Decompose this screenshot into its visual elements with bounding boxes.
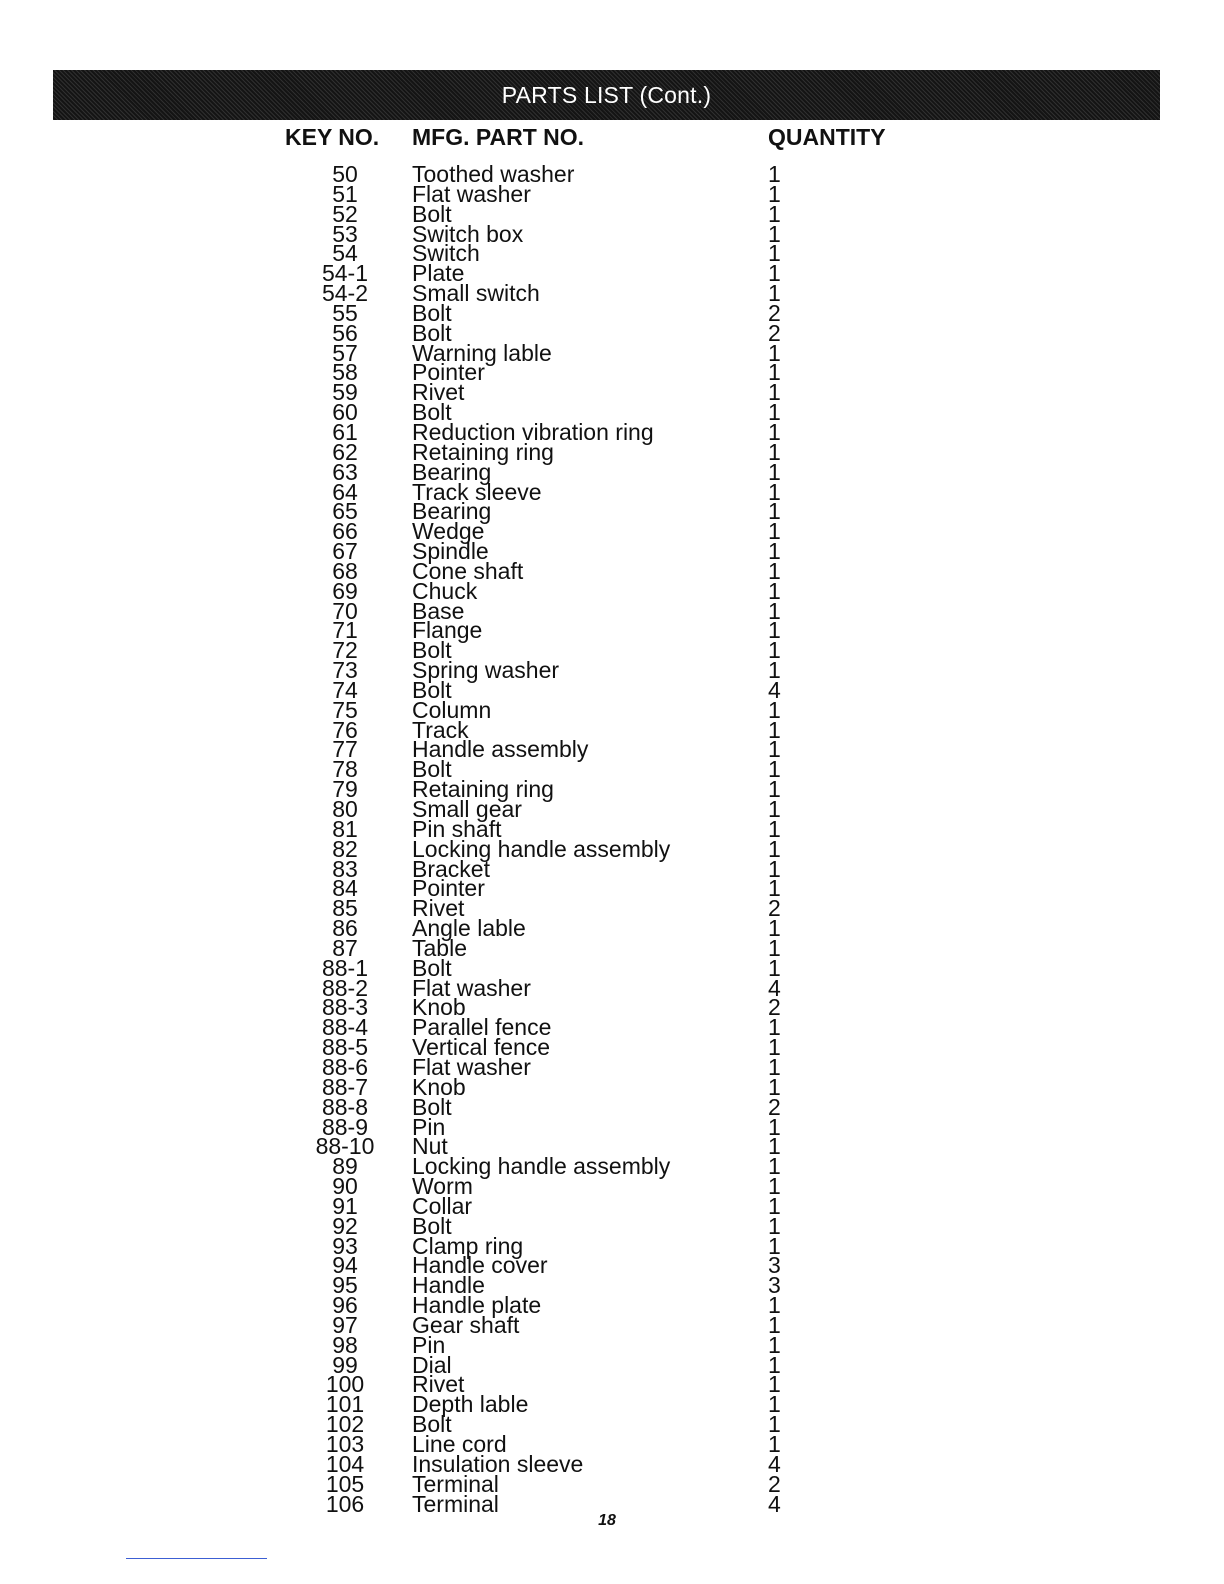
key-number: 91: [332, 1192, 358, 1219]
table-row: [0, 438, 1224, 465]
table-row: [0, 1470, 1224, 1497]
part-quantity: 1: [768, 161, 781, 187]
table-row: [0, 458, 1224, 485]
part-description: Pin: [412, 1113, 446, 1140]
key-number: 88-9: [321, 1113, 369, 1140]
part-quantity: 1: [768, 438, 781, 465]
part-description: Bolt: [412, 954, 452, 981]
part-description: Bolt: [412, 756, 452, 783]
part-description: Bolt: [412, 676, 452, 703]
part-quantity: 1: [768, 339, 781, 366]
key-number: 88-8: [321, 1093, 369, 1120]
part-quantity: 1: [768, 1311, 781, 1338]
table-row: [0, 994, 1224, 1021]
key-number: 98: [332, 1331, 358, 1358]
part-description: Bracket: [412, 855, 490, 882]
part-quantity: 2: [768, 895, 781, 922]
part-quantity: 1: [768, 478, 781, 505]
part-description: Locking handle assembly: [412, 1153, 671, 1180]
part-description: Handle cover: [412, 1252, 548, 1279]
part-description: Retaining ring: [412, 776, 554, 803]
key-number: 71: [332, 617, 358, 644]
part-quantity: 1: [768, 796, 781, 822]
table-row: [0, 518, 1224, 545]
column-header-key-no: KEY NO.: [285, 124, 380, 150]
part-description: Depth lable: [412, 1391, 529, 1418]
key-number: 53: [332, 220, 358, 247]
part-quantity: 4: [768, 974, 781, 1001]
part-description: Knob: [412, 1073, 466, 1100]
table-row: [0, 299, 1224, 326]
table-row: [0, 637, 1224, 664]
key-number: 54: [332, 240, 358, 267]
part-quantity: 1: [768, 736, 781, 763]
table-row: [0, 339, 1224, 366]
part-quantity: 1: [768, 1073, 781, 1100]
part-description: Flat washer: [412, 1053, 531, 1080]
key-number: 77: [332, 736, 358, 763]
table-row: [0, 1272, 1224, 1299]
key-number: 105: [325, 1470, 365, 1497]
part-quantity: 1: [768, 1034, 781, 1061]
table-row: [0, 1053, 1224, 1080]
key-number: 81: [332, 815, 358, 842]
part-description: Pin: [412, 1331, 446, 1358]
table-row: [0, 1331, 1224, 1358]
part-quantity: 1: [768, 1391, 781, 1418]
part-quantity: 1: [768, 1153, 781, 1180]
key-number: 63: [332, 458, 358, 485]
part-quantity: 1: [768, 1014, 781, 1041]
part-quantity: 4: [768, 1450, 781, 1477]
part-description: Bolt: [412, 200, 452, 227]
key-number: 85: [332, 895, 358, 922]
part-description: Flat washer: [412, 974, 531, 1001]
key-number: 95: [332, 1272, 358, 1299]
part-quantity: 1: [768, 200, 781, 227]
part-description: Bolt: [412, 399, 452, 426]
part-quantity: 1: [768, 1133, 781, 1160]
key-number: 57: [332, 339, 358, 366]
table-row: [0, 895, 1224, 922]
part-description: Rivet: [412, 1371, 465, 1398]
part-quantity: 1: [768, 1371, 781, 1398]
part-description: Rivet: [412, 895, 465, 922]
part-quantity: 1: [768, 538, 781, 565]
key-number: 88-1: [321, 954, 369, 981]
part-quantity: 2: [768, 319, 781, 346]
part-quantity: 1: [768, 359, 781, 386]
key-number: 84: [332, 875, 358, 902]
table-row: [0, 379, 1224, 406]
key-number: 106: [325, 1490, 365, 1517]
part-quantity: 1: [768, 756, 781, 783]
key-number: 51: [332, 180, 358, 207]
part-quantity: 1: [768, 518, 781, 545]
key-number: 67: [332, 538, 358, 565]
part-quantity: 1: [768, 1431, 781, 1457]
part-quantity: 1: [768, 637, 781, 664]
key-number: 55: [332, 299, 358, 326]
table-row: [0, 855, 1224, 882]
part-description: Terminal: [412, 1470, 499, 1497]
table-row: [0, 756, 1224, 783]
part-description: Spindle: [412, 538, 489, 565]
key-number: 64: [332, 478, 358, 505]
part-description: Bolt: [412, 319, 452, 346]
table-row: [0, 498, 1224, 525]
part-quantity: 1: [768, 1292, 781, 1319]
key-number: 70: [332, 597, 358, 624]
key-number: 89: [332, 1153, 358, 1180]
table-row: [0, 617, 1224, 644]
part-description: Table: [412, 934, 467, 961]
table-row: [0, 915, 1224, 942]
key-number: 61: [332, 418, 358, 445]
part-quantity: 1: [768, 934, 781, 961]
table-row: [0, 1232, 1224, 1259]
key-number: 104: [325, 1450, 365, 1477]
footer-divider: [126, 1558, 267, 1559]
table-row: [0, 260, 1224, 287]
part-quantity: 1: [768, 835, 781, 862]
part-description: Pointer: [412, 359, 485, 386]
key-number: 74: [332, 676, 358, 703]
part-description: Flange: [412, 617, 483, 644]
part-quantity: 1: [768, 1113, 781, 1140]
table-row: [0, 478, 1224, 505]
table-row: [0, 577, 1224, 604]
table-row: [0, 200, 1224, 227]
part-quantity: 1: [768, 1411, 781, 1438]
key-number: 80: [332, 796, 358, 822]
part-description: Column: [412, 696, 492, 723]
part-description: Terminal: [412, 1490, 499, 1517]
part-quantity: 1: [768, 716, 781, 743]
table-row: [0, 1371, 1224, 1398]
part-description: Handle assembly: [412, 736, 589, 763]
part-description: Bolt: [412, 1411, 452, 1438]
part-description: Handle plate: [412, 1292, 542, 1319]
part-description: Clamp ring: [412, 1232, 524, 1259]
part-description: Bolt: [412, 299, 452, 326]
part-description: Bearing: [412, 498, 492, 525]
part-quantity: 1: [768, 180, 781, 207]
key-number: 103: [325, 1431, 365, 1457]
part-description: Plate: [412, 260, 465, 287]
part-description: Bolt: [412, 1212, 452, 1239]
table-row: [0, 1431, 1224, 1457]
part-quantity: 1: [768, 1212, 781, 1239]
part-quantity: 1: [768, 260, 781, 287]
part-quantity: 4: [768, 1490, 781, 1517]
key-number: 72: [332, 637, 358, 664]
part-quantity: 2: [768, 1093, 781, 1120]
part-quantity: 1: [768, 1173, 781, 1200]
part-description: Small gear: [412, 796, 522, 822]
key-number: 76: [332, 716, 358, 743]
table-row: [0, 696, 1224, 723]
part-description: Knob: [412, 994, 466, 1021]
column-header-mfg-part-no: MFG. PART NO.: [412, 124, 585, 150]
part-quantity: 1: [768, 280, 781, 307]
key-number: 54-1: [321, 260, 369, 287]
part-quantity: 1: [768, 220, 781, 247]
part-description: Wedge: [412, 518, 485, 545]
part-description: Spring washer: [412, 657, 560, 684]
part-quantity: 1: [768, 240, 781, 267]
key-number: 88-5: [321, 1034, 369, 1061]
table-row: [0, 220, 1224, 247]
key-number: 88-6: [321, 1053, 369, 1080]
part-description: Bearing: [412, 458, 492, 485]
table-row: [0, 597, 1224, 624]
part-description: Retaining ring: [412, 438, 554, 465]
part-description: Worm: [412, 1173, 473, 1200]
table-row: [0, 676, 1224, 703]
part-description: Warning lable: [412, 339, 552, 366]
key-number: 101: [325, 1391, 365, 1418]
table-row: [0, 1411, 1224, 1438]
part-description: Cone shaft: [412, 557, 524, 584]
key-number: 65: [332, 498, 358, 525]
key-number: 90: [332, 1173, 358, 1200]
key-number: 62: [332, 438, 358, 465]
part-quantity: 1: [768, 498, 781, 525]
key-number: 92: [332, 1212, 358, 1239]
part-quantity: 4: [768, 676, 781, 703]
key-number: 68: [332, 557, 358, 584]
part-description: Pointer: [412, 875, 485, 902]
part-quantity: 1: [768, 458, 781, 485]
part-quantity: 1: [768, 1351, 781, 1378]
part-quantity: 1: [768, 1331, 781, 1358]
key-number: 60: [332, 399, 358, 426]
part-quantity: 1: [768, 1053, 781, 1080]
part-quantity: 1: [768, 696, 781, 723]
part-quantity: 2: [768, 1470, 781, 1497]
table-row: [0, 1450, 1224, 1477]
part-quantity: 1: [768, 399, 781, 426]
part-description: Collar: [412, 1192, 473, 1219]
part-description: Bolt: [412, 637, 452, 664]
part-quantity: 1: [768, 418, 781, 445]
parts-table-body: [0, 161, 1224, 1517]
key-number: 88-7: [321, 1073, 369, 1100]
key-number: 94: [332, 1252, 358, 1279]
part-quantity: 1: [768, 577, 781, 604]
key-number: 93: [332, 1232, 358, 1259]
part-description: Switch: [412, 240, 480, 267]
part-description: Gear shaft: [412, 1311, 520, 1338]
part-quantity: 1: [768, 657, 781, 684]
part-quantity: 1: [768, 617, 781, 644]
part-description: Flat washer: [412, 180, 531, 207]
part-description: Track: [412, 716, 469, 743]
key-number: 88-2: [321, 974, 369, 1001]
key-number: 75: [332, 696, 358, 723]
page-number: 18: [598, 1512, 616, 1529]
part-description: Nut: [412, 1133, 448, 1160]
key-number: 100: [325, 1371, 365, 1398]
table-row: [0, 1212, 1224, 1239]
table-row: [0, 796, 1224, 822]
table-row: [0, 835, 1224, 862]
table-row: [0, 1153, 1224, 1180]
part-quantity: 1: [768, 1192, 781, 1219]
key-number: 78: [332, 756, 358, 783]
part-description: Toothed washer: [412, 161, 575, 187]
key-number: 88-3: [321, 994, 369, 1021]
key-number: 79: [332, 776, 358, 803]
key-number: 50: [332, 161, 358, 187]
table-row: [0, 657, 1224, 684]
table-row: [0, 557, 1224, 584]
part-description: Vertical fence: [412, 1034, 551, 1061]
table-row: [0, 954, 1224, 981]
section-banner: [53, 70, 1160, 120]
part-quantity: 1: [768, 1232, 781, 1259]
part-description: Insulation sleeve: [412, 1450, 584, 1477]
table-row: [0, 776, 1224, 803]
key-number: 88-10: [315, 1133, 375, 1160]
part-description: Rivet: [412, 379, 465, 406]
part-description: Chuck: [412, 577, 478, 604]
part-quantity: 1: [768, 597, 781, 624]
part-quantity: 1: [768, 875, 781, 902]
part-description: Switch box: [412, 220, 524, 247]
parts-table-header: [0, 122, 1224, 156]
part-description: Dial: [412, 1351, 452, 1378]
part-description: Track sleeve: [412, 478, 542, 505]
table-row: [0, 240, 1224, 267]
table-row: [0, 1351, 1224, 1378]
part-description: Pin shaft: [412, 815, 502, 842]
table-row: [0, 161, 1224, 187]
part-quantity: 1: [768, 954, 781, 981]
part-description: Handle: [412, 1272, 485, 1299]
table-row: [0, 319, 1224, 346]
table-row: [0, 1113, 1224, 1140]
table-row: [0, 1192, 1224, 1219]
table-row: [0, 974, 1224, 1001]
part-quantity: 2: [768, 299, 781, 326]
table-row: [0, 1292, 1224, 1319]
table-row: [0, 1093, 1224, 1120]
key-number: 97: [332, 1311, 358, 1338]
table-row: [0, 1311, 1224, 1338]
column-header-quantity: QUANTITY: [768, 124, 886, 150]
part-description: Bolt: [412, 1093, 452, 1120]
key-number: 66: [332, 518, 358, 545]
table-row: [0, 934, 1224, 961]
part-quantity: 1: [768, 379, 781, 406]
part-description: Small switch: [412, 280, 540, 307]
key-number: 58: [332, 359, 358, 386]
part-description: Reduction vibration ring: [412, 418, 654, 445]
table-row: [0, 538, 1224, 565]
table-row: [0, 1014, 1224, 1041]
key-number: 54-2: [321, 280, 369, 307]
table-row: [0, 359, 1224, 386]
key-number: 56: [332, 319, 358, 346]
table-row: [0, 418, 1224, 445]
table-row: [0, 1252, 1224, 1279]
key-number: 87: [332, 934, 358, 961]
section-title: PARTS LIST (Cont.): [501, 81, 712, 108]
part-quantity: 1: [768, 557, 781, 584]
table-row: [0, 1034, 1224, 1061]
key-number: 59: [332, 379, 358, 406]
part-description: Parallel fence: [412, 1014, 552, 1041]
part-quantity: 2: [768, 994, 781, 1021]
part-quantity: 3: [768, 1272, 781, 1299]
table-row: [0, 736, 1224, 763]
key-number: 73: [332, 657, 358, 684]
part-description: Line cord: [412, 1431, 507, 1457]
key-number: 82: [332, 835, 358, 862]
table-row: [0, 1173, 1224, 1200]
table-row: [0, 1391, 1224, 1418]
table-row: [0, 716, 1224, 743]
key-number: 83: [332, 855, 358, 882]
key-number: 86: [332, 915, 358, 942]
part-description: Angle lable: [412, 915, 526, 942]
part-quantity: 1: [768, 855, 781, 882]
part-quantity: 1: [768, 915, 781, 942]
table-row: [0, 180, 1224, 207]
table-row: [0, 875, 1224, 902]
key-number: 99: [332, 1351, 358, 1378]
key-number: 88-4: [321, 1014, 369, 1041]
key-number: 102: [325, 1411, 365, 1438]
part-quantity: 1: [768, 815, 781, 842]
table-row: [0, 1073, 1224, 1100]
part-quantity: 3: [768, 1252, 781, 1279]
part-quantity: 1: [768, 776, 781, 803]
key-number: 69: [332, 577, 358, 604]
key-number: 52: [332, 200, 358, 227]
part-description: Base: [412, 597, 465, 624]
part-description: Locking handle assembly: [412, 835, 671, 862]
key-number: 96: [332, 1292, 358, 1319]
table-row: [0, 280, 1224, 307]
